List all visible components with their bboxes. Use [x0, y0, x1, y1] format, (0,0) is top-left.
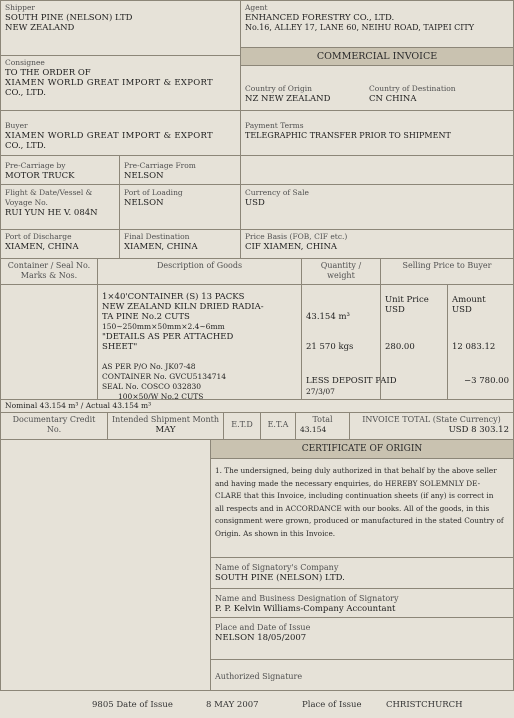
eta-label: E.T.A — [267, 420, 289, 429]
shipper-label: Shipper — [5, 3, 35, 12]
port-loading-value: NELSON — [124, 198, 164, 208]
unit-price-column — [380, 284, 448, 400]
footer-date: 8 MAY 2007 — [206, 700, 259, 710]
goods-line: SHEET" — [102, 342, 138, 352]
container-header-1: Container / Seal No. — [7, 261, 91, 270]
unit-price-label: Unit Price — [385, 295, 429, 305]
goods-line: SEAL No. COSCO 032830 — [102, 382, 202, 391]
signatory-company-value: SOUTH PINE (NELSON) LTD. — [215, 573, 345, 583]
quantity-header-1: Quantity / — [320, 261, 362, 270]
goods-line: "DETAILS AS PER ATTACHED — [102, 332, 234, 342]
agent-label: Agent — [245, 3, 268, 12]
price-basis-box — [240, 229, 514, 259]
price-basis-label: Price Basis (FOB, CIF etc.) — [245, 232, 348, 241]
pre-carriage-by-box — [0, 155, 120, 185]
amount-label: Amount — [452, 295, 486, 305]
payment-value: TELEGRAPHIC TRANSFER PRIOR TO SHIPMENT — [245, 131, 451, 140]
consignee-line-2: XIAMEN WORLD GREAT IMPORT & EXPORT — [5, 78, 214, 88]
final-destination-label: Final Destination — [124, 232, 190, 241]
flight-label-2: Voyage No. — [5, 198, 48, 207]
final-destination-value: XIAMEN, CHINA — [124, 242, 198, 252]
amount-column — [447, 284, 514, 400]
signatory-company-box — [210, 557, 514, 589]
footer-place-label: Place of Issue — [302, 700, 362, 710]
goods-line — [102, 352, 297, 362]
destination-label: Country of Destination — [369, 84, 456, 93]
consignee-line-1: TO THE ORDER OF — [5, 68, 91, 78]
currency-box — [240, 184, 514, 230]
selling-header — [380, 258, 514, 285]
pre-carriage-from-box — [119, 155, 241, 185]
total-label: Total — [312, 415, 333, 424]
certificate-title: CERTIFICATE OF ORIGIN — [210, 439, 514, 459]
origin-box — [240, 65, 514, 111]
invoice-total-value: USD 8 303.12 — [448, 425, 509, 435]
nominal-text: Nominal 43.154 m³ / Actual 43.154 m³ — [5, 401, 152, 410]
shipper-box — [0, 0, 241, 56]
ship-month-value: MAY — [155, 425, 176, 435]
goods-line: CONTAINER No. GVCU5134714 — [102, 372, 227, 381]
goods-line: TA PINE No.2 CUTS — [102, 312, 190, 322]
flight-label-1: Flight & Date/Vessel & — [5, 188, 93, 197]
goods-column — [97, 284, 302, 400]
port-discharge-label: Port of Discharge — [5, 232, 72, 241]
unit-price-value: 280.00 — [385, 342, 415, 352]
left-blank-area — [0, 439, 211, 691]
invoice-title: COMMERCIAL INVOICE — [240, 47, 514, 66]
invoice-total-box — [349, 412, 514, 440]
signatory-name-value: P. P. Kelvin Williams-Company Accountant — [215, 604, 396, 614]
origin-label: Country of Origin — [245, 84, 312, 93]
authorized-signature-box — [210, 659, 514, 691]
consignee-line-3: CO., LTD. — [5, 88, 46, 98]
pre-carriage-by-label: Pre-Carriage by — [5, 161, 66, 170]
buyer-box — [0, 110, 241, 156]
destination-group — [369, 84, 456, 104]
currency-value: USD — [245, 198, 265, 208]
shipper-line-1: SOUTH PINE (NELSON) LTD — [5, 13, 133, 23]
etd-label: E.T.D — [231, 420, 253, 429]
ship-month-label: Intended Shipment Month — [112, 415, 220, 424]
currency-label: Currency of Sale — [245, 188, 309, 197]
quantity-weight: 21 570 kgs — [306, 342, 354, 352]
goods-line: 100×50/W No.2 CUTS — [118, 392, 204, 401]
consignee-label: Consignee — [5, 58, 45, 67]
signatory-name-label: Name and Business Designation of Signatory — [215, 594, 399, 603]
doc-credit-box — [0, 412, 108, 440]
footer-place: CHRISTCHURCH — [386, 700, 463, 710]
unit-price-currency: USD — [385, 305, 405, 315]
buyer-label: Buyer — [5, 121, 28, 130]
agent-box — [240, 0, 514, 48]
ship-month-box — [107, 412, 224, 440]
cert-line: Origin. As shown in this Invoice. — [215, 528, 336, 538]
payment-label: Payment Terms — [245, 121, 304, 130]
goods-line: AS PER P/O No. JK07-48 — [102, 362, 196, 371]
shipper-line-2: NEW ZEALAND — [5, 23, 75, 33]
marks-column — [0, 284, 98, 400]
cert-line: and having made the necessary enquiries, do HEREBY SOLEMNLY DE- — [215, 478, 481, 488]
port-loading-label: Port of Loading — [124, 188, 183, 197]
issue-place-value: NELSON 18/05/2007 — [215, 633, 307, 643]
origin-group — [245, 84, 330, 104]
payment-box — [240, 110, 514, 156]
cert-line: CLARE that this Invoice, including continuation sheets (if any) is correct in — [215, 491, 494, 500]
goods-line: 1×40'CONTAINER (S) 13 PACKS — [102, 292, 245, 302]
nominal-row — [0, 399, 514, 413]
quantity-header — [301, 258, 381, 285]
deposit-date: 27/3/07 — [306, 387, 335, 396]
deposit-label: LESS DEPOSIT PAID — [306, 376, 397, 386]
goods-line: 150~250mm×50mm×2.4~6mm — [102, 322, 225, 331]
doc-credit-label: Documentary Credit No. — [12, 415, 96, 434]
flight-box — [0, 184, 120, 230]
port-discharge-box — [0, 229, 120, 259]
signatory-name-box — [210, 588, 514, 618]
footer-date-label: 9805 Date of Issue — [92, 700, 173, 710]
deposit-amount: −3 780.00 — [464, 376, 509, 386]
container-header — [0, 258, 98, 285]
container-header-2: Marks & Nos. — [20, 271, 78, 280]
total-box — [295, 412, 350, 440]
issue-place-label: Place and Date of Issue — [215, 623, 311, 632]
amount-value: 12 083.12 — [452, 342, 496, 352]
pre-carriage-from-label: Pre-Carriage From — [124, 161, 196, 170]
final-destination-box — [119, 229, 241, 259]
quantity-header-2: weight — [327, 271, 355, 280]
eta-box — [260, 412, 296, 440]
etd-box — [223, 412, 261, 440]
total-value: 43.154 — [300, 425, 327, 434]
consignee-box — [0, 55, 241, 111]
authorized-signature-label: Authorized Signature — [215, 672, 303, 681]
buyer-line-1: XIAMEN WORLD GREAT IMPORT & EXPORT — [5, 131, 214, 141]
agent-line-2: No.16, ALLEY 17, LANE 60, NEIHU ROAD, TAIPEI CITY — [245, 23, 475, 32]
cert-line: consignment were grown, produced or manufactured in the stated Country of — [215, 516, 504, 525]
amount-currency: USD — [452, 305, 472, 315]
issue-place-box — [210, 617, 514, 660]
goods-line: NEW ZEALAND KILN DRIED RADIA- — [102, 302, 264, 312]
certificate-text — [210, 458, 514, 558]
flight-value: RUI YUN HE V. 084N — [5, 208, 98, 218]
goods-header-label: Description of Goods — [156, 261, 243, 270]
quantity-volume: 43.154 m³ — [306, 312, 350, 322]
cert-line: all respects and in ACCORDANCE with our books. All of the goods, in this — [215, 503, 490, 513]
pre-carriage-by-value: MOTOR TRUCK — [5, 171, 75, 181]
invoice-total-label: INVOICE TOTAL (State Currency) — [362, 415, 501, 424]
port-loading-box — [119, 184, 241, 230]
cert-line: 1. The undersigned, being duly authorized in that behalf by the above seller — [215, 466, 497, 475]
signatory-company-label: Name of Signatory's Company — [215, 563, 339, 572]
pre-carriage-from-value: NELSON — [124, 171, 164, 181]
agent-line-1: ENHANCED FORESTRY CO., LTD. — [245, 13, 395, 23]
selling-header-label: Selling Price to Buyer — [402, 261, 492, 270]
goods-header — [97, 258, 302, 285]
destination-value: CN CHINA — [369, 94, 417, 104]
port-discharge-value: XIAMEN, CHINA — [5, 242, 79, 252]
price-basis-value: CIF XIAMEN, CHINA — [245, 242, 338, 252]
buyer-line-2: CO., LTD. — [5, 141, 46, 151]
origin-value: NZ NEW ZEALAND — [245, 94, 331, 104]
